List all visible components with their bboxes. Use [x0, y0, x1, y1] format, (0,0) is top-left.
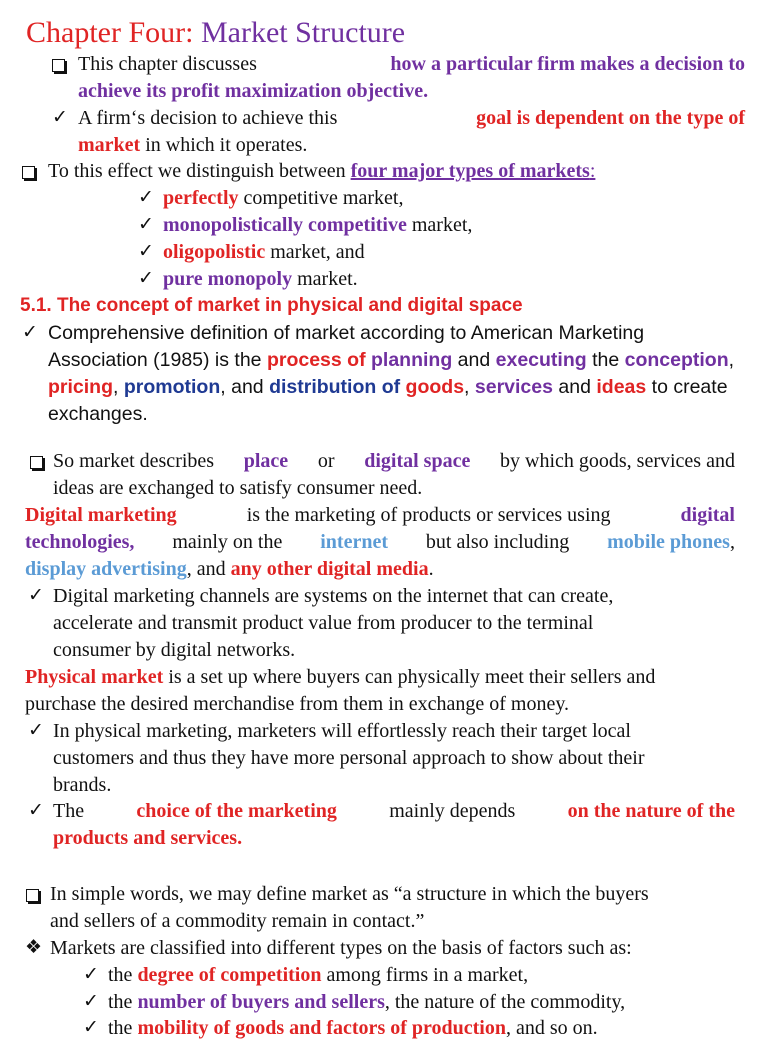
intro-line-2: achieve its profit maximization objective. — [78, 80, 429, 102]
simple-line-1: In simple words, we may define market as “a structure in which the buyers — [50, 883, 649, 905]
digital-channel-line-3: consumer by digital networks. — [53, 639, 296, 661]
checkmark-icon: ✓ — [28, 719, 44, 741]
place-line-1: So market describes place or digital space by which goods, services and — [53, 450, 735, 472]
simple-line-2: and sellers of a commodity remain in contact.” — [50, 910, 425, 932]
ama-line-3: pricing, promotion, and distribution of goods, services and ideas to create — [48, 376, 728, 398]
checkmark-icon: ✓ — [83, 1016, 99, 1038]
digital-line-2: technologies, mainly on the internet but also including mobile phones, — [25, 531, 735, 553]
digital-line-3: display advertising, and any other digital media. — [25, 558, 434, 580]
physical-point-line-3: brands. — [53, 774, 112, 796]
market-type-item: pure monopoly market. — [163, 268, 358, 290]
checkmark-icon: ✓ — [138, 240, 154, 262]
checkmark-icon: ✓ — [52, 106, 68, 128]
choice-line-1: The choice of the marketing mainly depends on the nature of the — [53, 800, 735, 822]
physical-line-2: purchase the desired merchandise from them in exchange of money. — [25, 693, 570, 715]
square-bullet-icon — [26, 889, 39, 902]
diamond-bullet-icon: ❖ — [25, 936, 43, 958]
checkmark-icon: ✓ — [138, 267, 154, 289]
market-type-item: perfectly competitive market, — [163, 187, 404, 209]
page-title — [26, 14, 405, 52]
intro-line-4: market in which it operates. — [78, 134, 308, 156]
intro-line-1: This chapter discusses how a particular firm makes a decision to — [78, 53, 745, 75]
ama-line-1: Comprehensive definition of market according to American Marketing — [48, 322, 645, 344]
intro-line-5: To this effect we distinguish between four major types of markets: — [48, 160, 596, 182]
physical-point-line-2: customers and thus they have more personal approach to show about their — [53, 747, 645, 769]
ama-line-4: exchanges. — [48, 403, 148, 425]
checkmark-icon: ✓ — [138, 213, 154, 235]
simple-line-3: Markets are classified into different types on the basis of factors such as: — [50, 937, 632, 959]
market-type-item: monopolistically competitive market, — [163, 214, 473, 236]
checkmark-icon: ✓ — [138, 186, 154, 208]
section-heading: 5.1. The concept of market in physical and digital space — [20, 295, 523, 316]
title-main: Market Structure — [200, 16, 406, 49]
place-line-2: ideas are exchanged to satisfy consumer need. — [53, 477, 423, 499]
checkmark-icon: ✓ — [28, 584, 44, 606]
digital-channel-line-2: accelerate and transmit product value from producer to the terminal — [53, 612, 594, 634]
checkmark-icon: ✓ — [83, 990, 99, 1012]
title-prefix: Chapter Four: — [26, 16, 194, 49]
digital-line-1: Digital marketing is the marketing of products or services using digital — [25, 504, 735, 526]
checkmark-icon: ✓ — [28, 799, 44, 821]
physical-point-line-1: In physical marketing, marketers will effortlessly reach their target local — [53, 720, 631, 742]
square-bullet-icon — [22, 166, 35, 179]
factor-item: the degree of competition among firms in a market, — [108, 964, 529, 986]
market-type-item: oligopolistic market, and — [163, 241, 365, 263]
digital-channel-line-1: Digital marketing channels are systems on the internet that can create, — [53, 585, 614, 607]
ama-line-2: Association (1985) is the process of planning and executing the conception, — [48, 349, 735, 371]
physical-line-1: Physical market is a set up where buyers can physically meet their sellers and — [25, 666, 656, 688]
checkmark-icon: ✓ — [22, 321, 38, 343]
factor-item: the mobility of goods and factors of production, and so on. — [108, 1017, 598, 1039]
square-bullet-icon — [52, 59, 65, 72]
intro-line-3: A firm‘s decision to achieve this goal is dependent on the type of — [78, 107, 745, 129]
square-bullet-icon — [30, 456, 43, 469]
checkmark-icon: ✓ — [83, 963, 99, 985]
choice-line-2: products and services. — [53, 827, 243, 849]
factor-item: the number of buyers and sellers, the nature of the commodity, — [108, 991, 626, 1013]
